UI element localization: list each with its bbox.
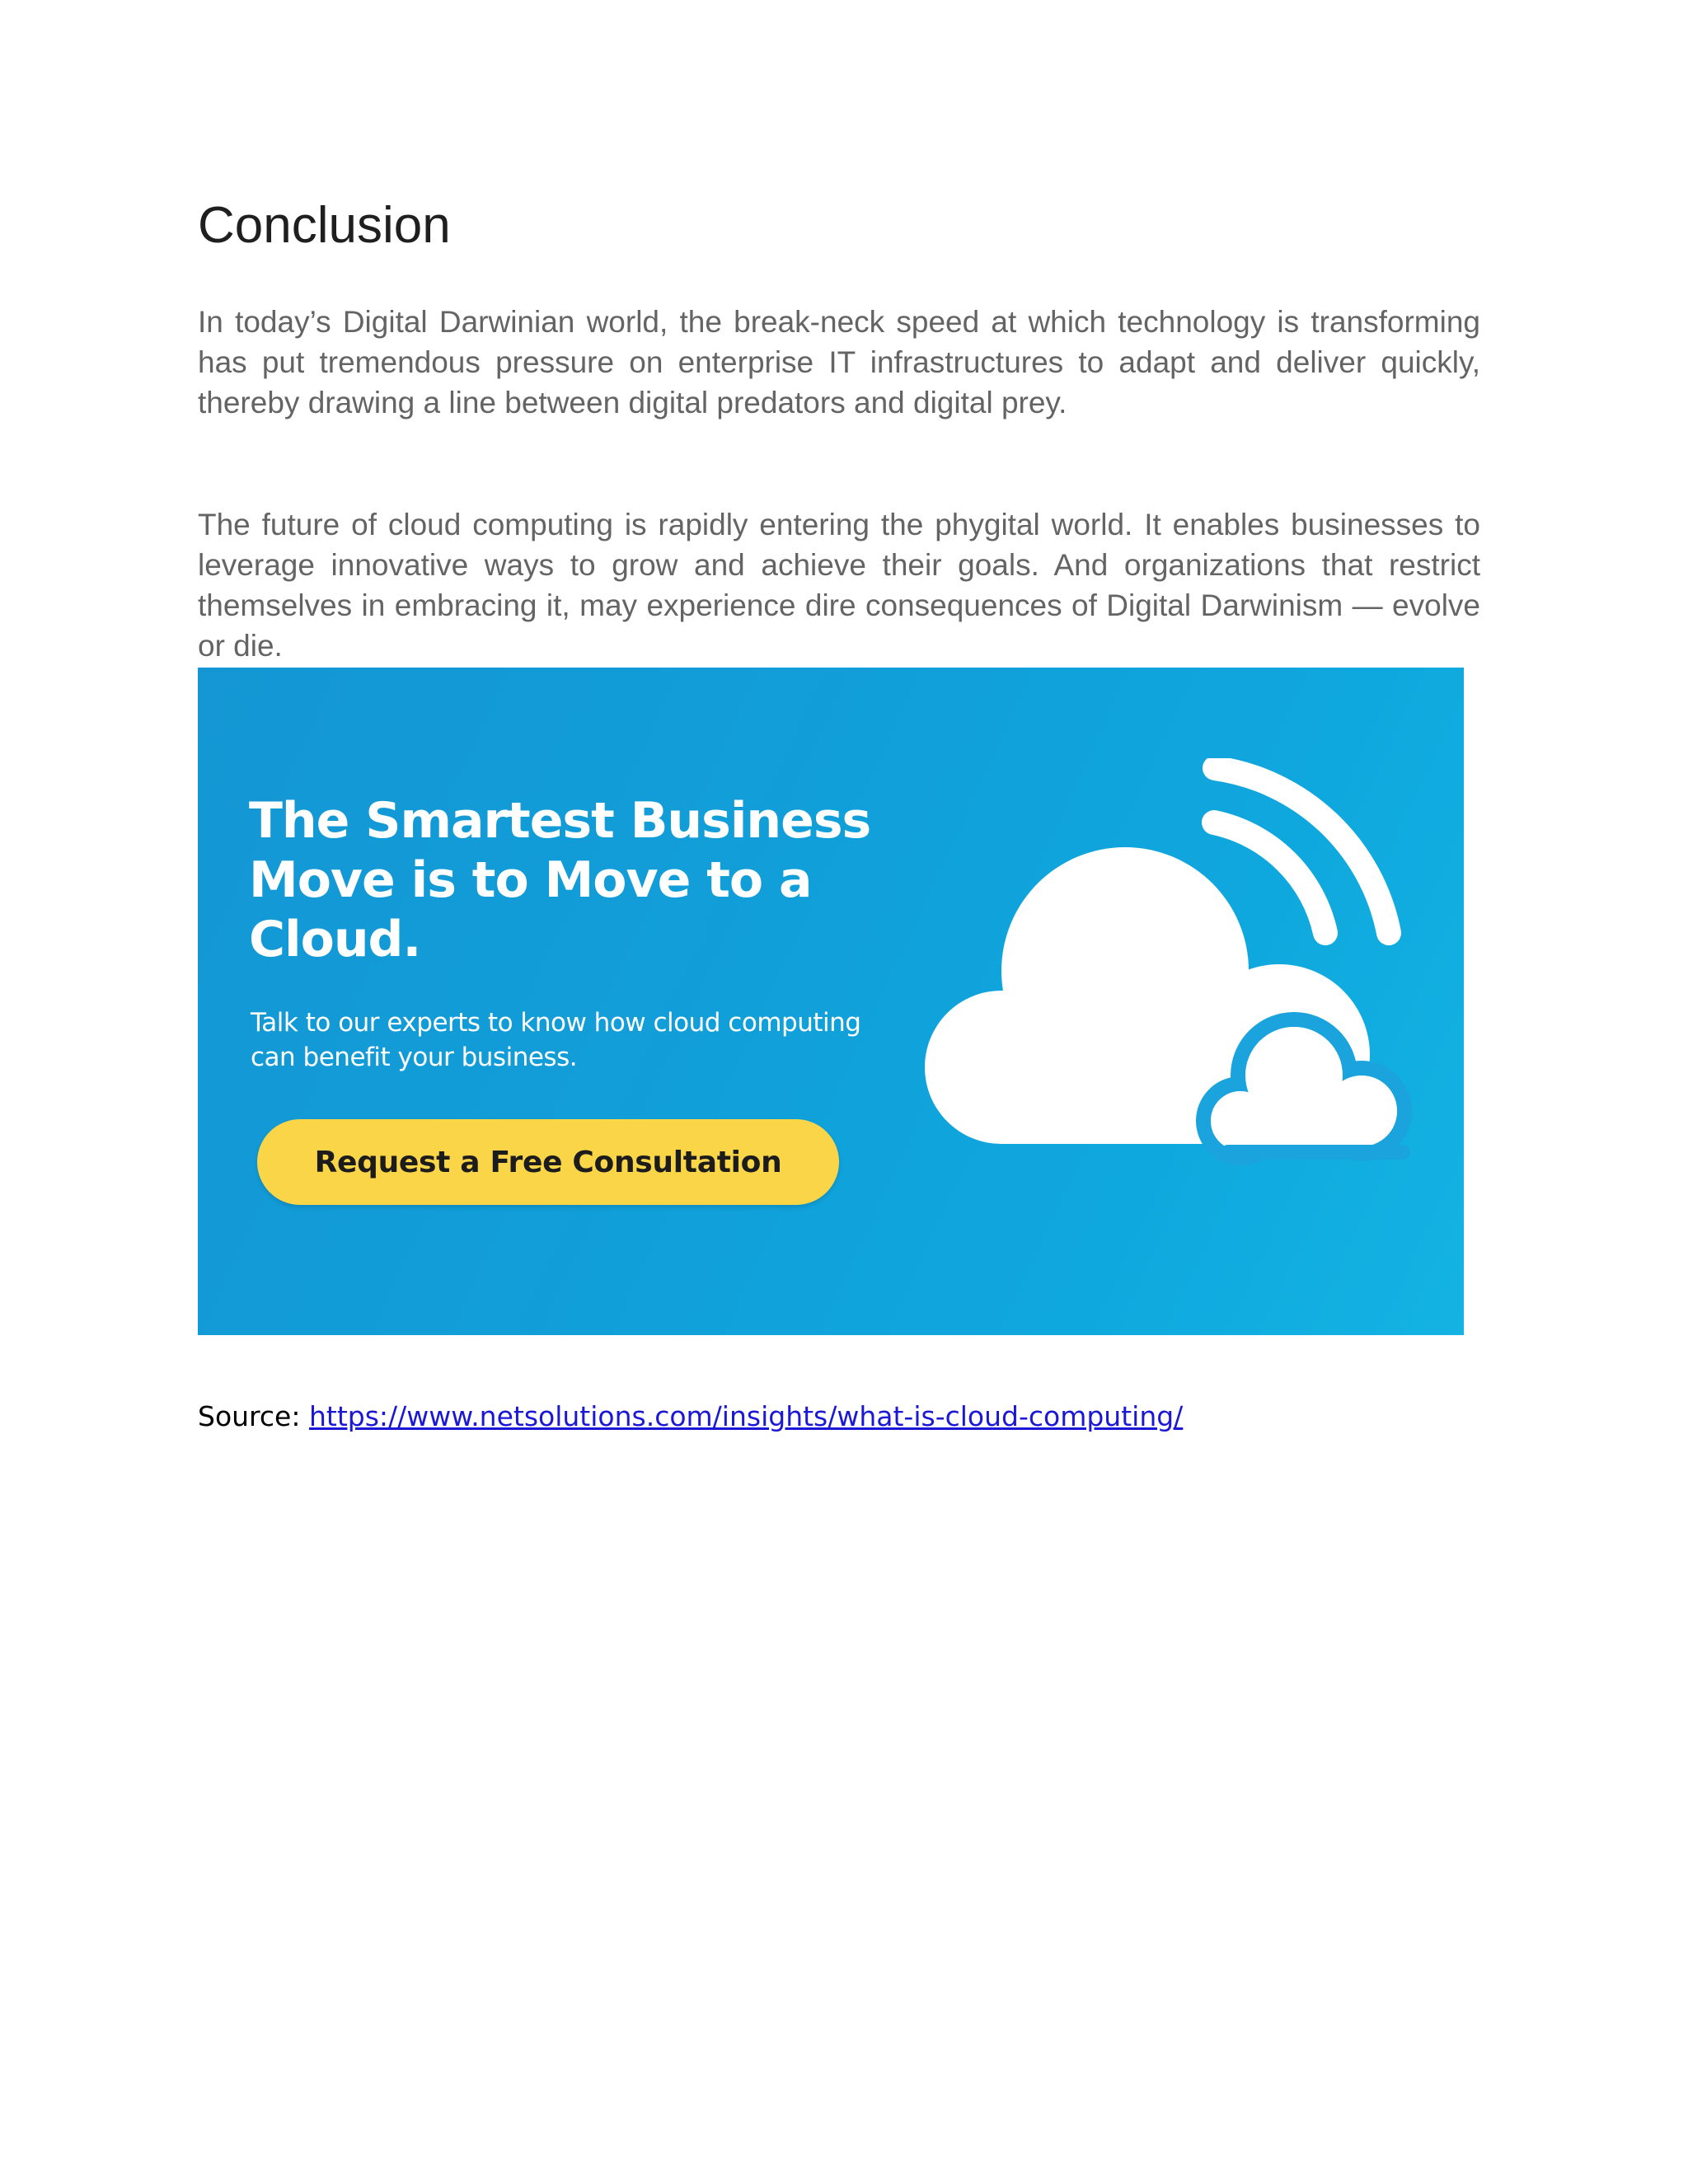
page-heading: Conclusion bbox=[198, 197, 451, 254]
source-label: Source: bbox=[198, 1400, 301, 1432]
cloud-promo-banner[interactable] bbox=[198, 668, 1464, 1335]
banner-subtext: Talk to our experts to know how cloud computing can benefit your business. bbox=[251, 1008, 861, 1072]
paragraph-future: The future of cloud computing is rapidly entering the phygital world. It enables businesses to leverage innovative ways to grow and achieve their goals. And organizations that restrict themselves in embracing it, may experience dire consequences of Digital Darwinism — evolve or die. bbox=[198, 508, 1480, 663]
cloud-with-signal-icon bbox=[898, 758, 1434, 1253]
paragraph-intro: In today’s Digital Darwinian world, the break-neck speed at which technology is transforming has put tremendous pressure on enterprise IT infrastructures to adapt and deliver quickly, thereby drawing a line between digital predators and digital prey. bbox=[198, 305, 1480, 419]
source-link[interactable]: https://www.netsolutions.com/insights/what-is-cloud-computing/ bbox=[308, 1400, 1184, 1432]
source-citation bbox=[198, 1398, 1183, 1436]
banner-headline: The Smartest Business Move is to Move to a Cloud. bbox=[249, 792, 871, 968]
signal-arc-outer-icon bbox=[1215, 768, 1389, 933]
request-consultation-button[interactable]: Request a Free Consultation bbox=[257, 1119, 839, 1205]
